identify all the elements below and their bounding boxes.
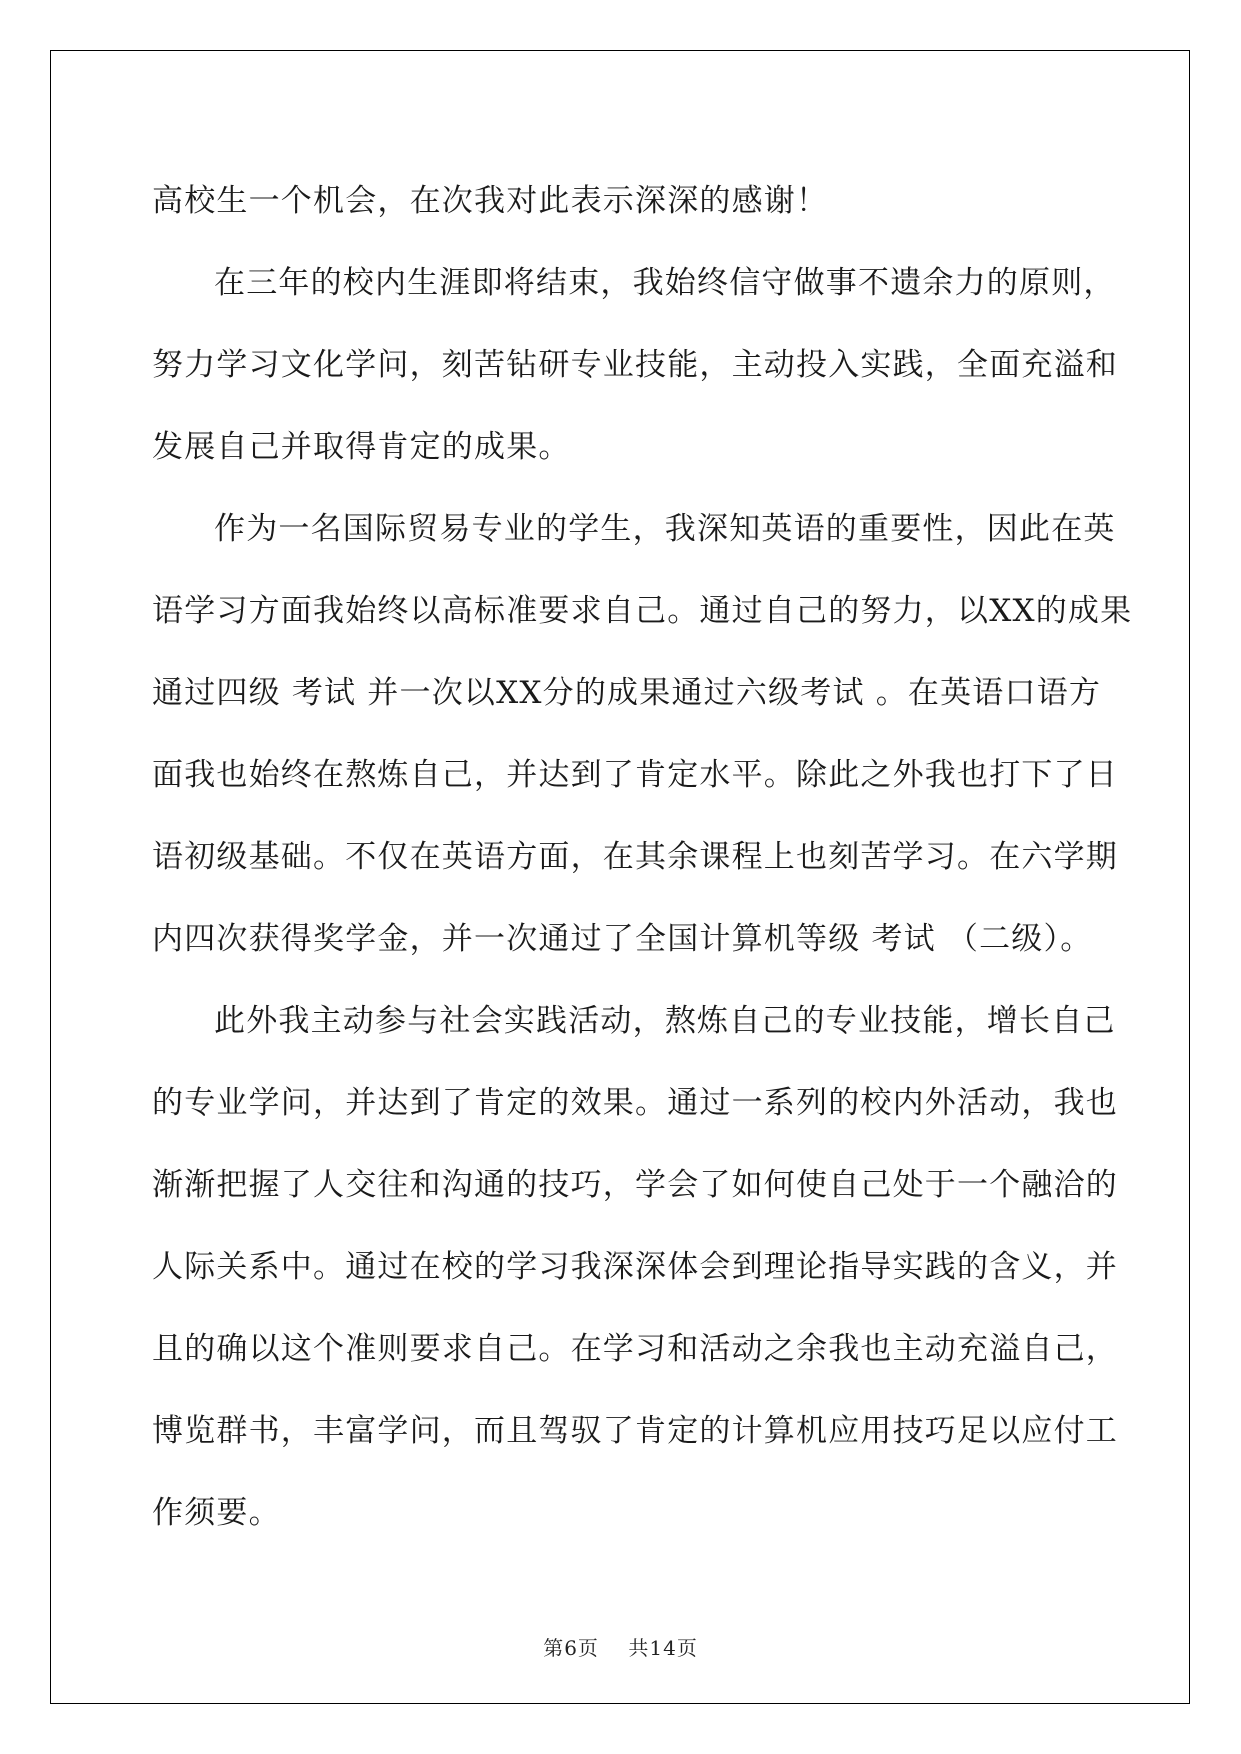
text-line: 努力学习文化学问，刻苦钻研专业技能，主动投入实践，全面充溢和	[152, 347, 1118, 383]
page-number: 6	[564, 1636, 578, 1660]
text-line: 在三年的校内生涯即将结束，我始终信守做事不遗余力的原则，	[214, 265, 1116, 301]
document-body	[152, 160, 1133, 1554]
text-line: 的专业学问，并达到了肯定的效果。通过一系列的校内外活动，我也	[152, 1085, 1118, 1121]
total-pages: 14	[649, 1636, 677, 1660]
text-line: 通过四级 考试 并一次以XX分的成果通过六级考试 。在英语口语方	[152, 675, 1102, 711]
text-line: 语学习方面我始终以高标准要求自己。通过自己的努力，以XX的成果	[152, 593, 1133, 629]
page-label-prefix: 第	[543, 1636, 565, 1660]
text-line: 渐渐把握了人交往和沟通的技巧，学会了如何使自己处于一个融洽的	[152, 1167, 1118, 1203]
page-label-suffix: 页	[577, 1636, 599, 1660]
text-line: 人际关系中。通过在校的学习我深深体会到理论指导实践的含义，并	[152, 1249, 1118, 1285]
page-footer	[0, 1632, 1241, 1661]
total-label-suffix: 页	[676, 1636, 698, 1660]
text-line: 发展自己并取得肯定的成果。	[152, 429, 571, 465]
text-line: 此外我主动参与社会实践活动，熬炼自己的专业技能，增长自己	[214, 1003, 1116, 1039]
text-line: 作为一名国际贸易专业的学生，我深知英语的重要性，因此在英	[214, 511, 1116, 547]
text-line: 面我也始终在熬炼自己，并达到了肯定水平。除此之外我也打下了日	[152, 757, 1118, 793]
text-line: 语初级基础。不仅在英语方面，在其余课程上也刻苦学习。在六学期	[152, 839, 1118, 875]
text-line: 高校生一个机会，在次我对此表示深深的感谢！	[152, 183, 829, 219]
text-line: 博览群书，丰富学问，而且驾驭了肯定的计算机应用技巧足以应付工	[152, 1413, 1118, 1449]
text-line: 且的确以这个准则要求自己。在学习和活动之余我也主动充溢自己，	[152, 1331, 1118, 1367]
text-line: 作须要。	[152, 1495, 281, 1531]
total-label-prefix: 共	[628, 1636, 650, 1660]
text-line: 内四次获得奖学金，并一次通过了全国计算机等级 考试 （二级）。	[152, 921, 1093, 957]
